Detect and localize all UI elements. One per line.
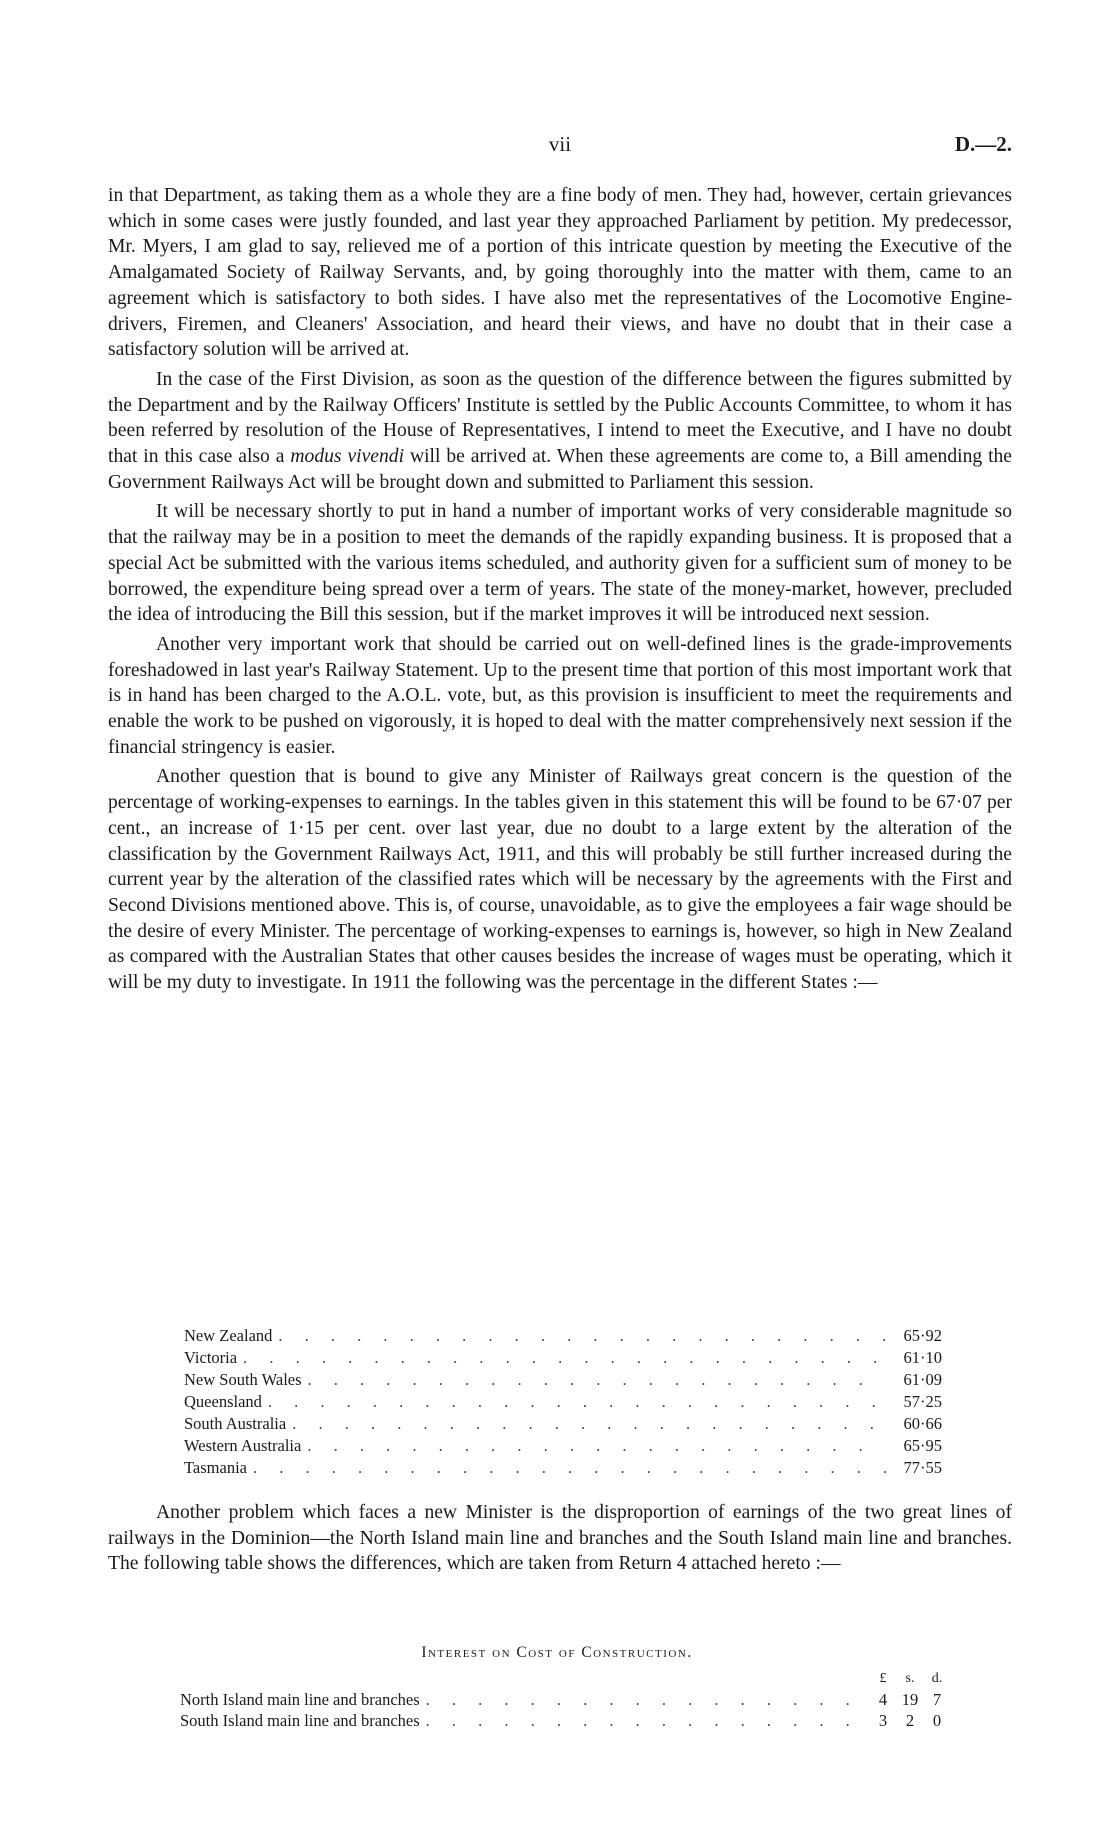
paragraph-continued: in that Department, as taking them as a whole they are a fine body of men. They had, however, certain grievances which in some cases were justly founded, and last year they approached Parliament by petition. My predecessor, Mr. Myers, I am glad to say, relieved me of a portion of this intricate question by meeting the Executive of the Amalgamated Society of Railway Servants, and, by going thoroughly into the matter with them, came to an agreement which is satisfactory to both sides. I have also met the representatives of the Locomotive Engine-drivers, Firemen, and Cleaners' Association, and heard their views, and have no doubt that in their case a satisfactory solution will be arrived at.	[108, 185, 1012, 361]
dot-leader	[278, 1325, 886, 1347]
table-row	[184, 1369, 942, 1391]
line-label: North Island main line and branches	[180, 1690, 420, 1709]
state-name: New Zealand	[184, 1326, 273, 1345]
state-name: Western Australia	[184, 1436, 302, 1455]
table-row	[184, 1457, 942, 1479]
dot-leader	[426, 1689, 870, 1710]
table-row	[184, 1325, 942, 1347]
shillings-value: 19	[901, 1690, 919, 1709]
state-name: South Australia	[184, 1414, 287, 1433]
shillings-header: s.	[905, 1671, 915, 1686]
table-row	[184, 1347, 942, 1369]
state-name: Tasmania	[184, 1458, 247, 1477]
pounds-value: 3	[878, 1711, 888, 1730]
dot-leader	[426, 1710, 870, 1731]
state-percentage: 65·95	[903, 1436, 942, 1455]
pence-value: 7	[932, 1690, 942, 1709]
pounds-header: £	[879, 1671, 887, 1686]
state-name: Queensland	[184, 1392, 262, 1411]
dot-leader	[253, 1457, 886, 1479]
dot-leader	[308, 1369, 886, 1391]
first-division-text-after: will be arrived at. When these agreements are come to, a Bill amending the Government Railways Act will be brought down and submitted to Parliament this session.	[108, 446, 1013, 493]
table-row	[184, 1435, 942, 1457]
interest-table	[180, 1668, 950, 1731]
table-row	[180, 1710, 950, 1731]
state-percentage: 77·55	[903, 1458, 942, 1477]
dot-leader	[243, 1347, 886, 1369]
paragraph-working-expenses: Another question that is bound to give any Minister of Railways great concern is the question of the percentage of working-expenses to earnings. In the tables given in this statement this will be found to be 67·07 per cent., an increase of 1·15 per cent. over last year, due no doubt to a large extent by the alteration of the classification by the Government Railways Act, 1911, and this will probably be still further increased during the current year by the alteration of the classified rates which will be necessary by the agreements with the First and Second Divisions mentioned above. This is, of course, unavoidable, as to give the employees a fair wage should be the desire of every Minister. The percentage of working-expenses to earnings is, however, so high in New Zealand as compared with the Australian States that other causes besides the increase of wages must be operating, which it will be my duty to investigate. In 1911 the following was the percentage in the different States :—	[108, 766, 1012, 994]
table-row	[180, 1689, 950, 1710]
currency-header-row	[180, 1668, 950, 1689]
first-division-text-before: In the case of the First Division, as soon as the question of the difference between the figures submitted by the Department and by the Railway Officers' Institute is settled by the Public Accounts Committee, to whom it has been referred by resolution of the House of Representatives, I intend to meet the Executive, and I have no doubt that in this case also a	[108, 368, 1012, 468]
dot-leader	[268, 1391, 886, 1413]
paragraph-important-works: It will be necessary shortly to put in hand a number of important works of very considerable magnitude so that the railway may be in a position to meet the demands of the rapidly expanding business. It is proposed that a special Act be submitted with the various items scheduled, and authority given for a sufficient sum of money to be borrowed, the expenditure being spread over a term of years. The state of the money-market, however, precluded the idea of introducing the Bill this session, but if the market improves it will be introduced next session.	[108, 501, 1012, 626]
state-percentage: 61·09	[903, 1370, 942, 1389]
state-percentage: 61·10	[903, 1348, 942, 1367]
state-percentage: 60·66	[903, 1414, 942, 1433]
pounds-value: 4	[878, 1690, 888, 1709]
state-percentage: 65·92	[903, 1326, 942, 1345]
state-name: New South Wales	[184, 1370, 302, 1389]
table-row	[184, 1413, 942, 1435]
interest-amount	[870, 1689, 950, 1710]
paragraph-disproportion: Another problem which faces a new Minister is the disproportion of earnings of the two great lines of railways in the Dominion—the North Island main line and branches and the South Island main line and branches. The following table shows the differences, which are taken from Return 4 attached hereto :—	[108, 1502, 1012, 1575]
table-row	[184, 1391, 942, 1413]
dot-leader	[292, 1413, 886, 1435]
interest-amount	[870, 1710, 950, 1731]
state-percentage: 57·25	[903, 1392, 942, 1411]
page-number: vii	[548, 132, 572, 156]
paragraph-grade-improvements: Another very important work that should be carried out on well-defined lines is the grade-improvements foreshadowed in last year's Railway Statement. Up to the present time that portion of this most important work that is in hand has been charged to the A.O.L. vote, but, as this provision is insufficient to meet the requirements and enable the work to be pushed on vigorously, it is hoped to deal with the matter comprehensively next session if the financial stringency is easier.	[108, 633, 1012, 758]
document-reference: D.—2.	[954, 132, 1012, 156]
interest-table-caption: Interest on Cost of Construction.	[421, 1644, 693, 1661]
pence-header: d.	[931, 1671, 943, 1686]
modus-vivendi-italic: modus vivendi	[290, 446, 405, 468]
dot-leader	[307, 1435, 886, 1457]
line-label: South Island main line and branches	[180, 1711, 420, 1730]
page-header	[108, 132, 1012, 162]
state-name: Victoria	[184, 1348, 238, 1367]
paragraph-first-division	[108, 367, 1012, 496]
shillings-value: 2	[905, 1711, 915, 1730]
currency-headers	[870, 1668, 950, 1689]
pence-value: 0	[932, 1711, 942, 1730]
states-percentage-table	[184, 1325, 942, 1479]
body-text	[108, 183, 1012, 1000]
